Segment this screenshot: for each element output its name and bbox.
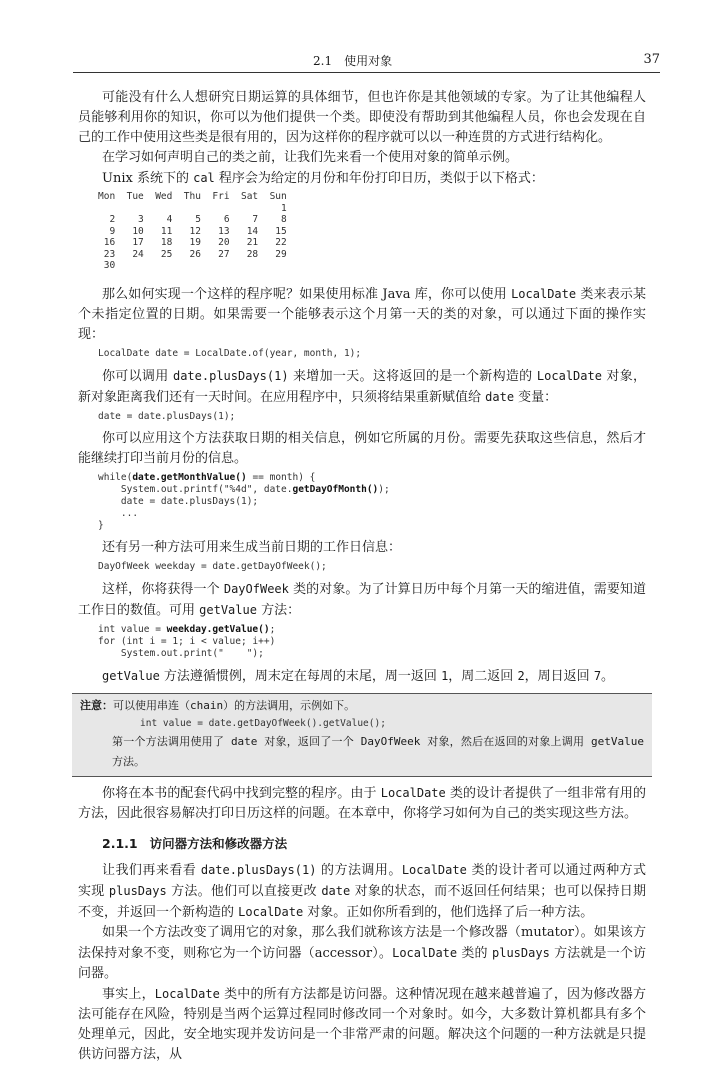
code-block: date = date.plusDays(1); xyxy=(98,410,236,422)
paragraph: 事实上，LocalDate 类中的所有方法都是访问器。这种情况现在越来越普遍了，因为修改器方法可能存在风险，特别是当两个运算过程同时修改同一个对象时。如今，大多数计算机都具有多个处理单元，因此，安全地实现并发访问是一个非常严肃的问题。解决这个问题的一种方法就是只提供访问器方法，从 xyxy=(78,986,646,1062)
code-block: while(date.getMonthValue() == month) { System.out.printf("%4d", date.getDayOfMonth()); date = date.plusDays(1); ... } xyxy=(98,471,390,531)
note-label: 注意： xyxy=(80,698,113,712)
note-box xyxy=(72,693,652,777)
note-line: 注意：可以使用串连（chain）的方法调用，示例如下。 xyxy=(80,698,356,712)
paragraph: getValue 方法遵循惯例，周末定在每周的末尾，周一返回 1，周二返回 2，周日返回 7。 xyxy=(102,668,615,684)
note-paragraph: 第一个方法调用使用了 date 对象，返回了一个 DayOfWeek 对象，然后在返回的对象上调用 getValue 方法。 xyxy=(112,734,644,768)
note-code: int value = date.getDayOfWeek().getValue(); xyxy=(140,717,386,729)
code-block: int value = weekday.getValue(); for (int i = 1; i < value; i++) System.out.print(" "); xyxy=(98,623,276,659)
code-block: LocalDate date = LocalDate.of(year, month, 1); xyxy=(98,347,362,359)
page-body xyxy=(78,88,646,1065)
paragraph: Unix 系统下的 cal 程序会为给定的月份和年份打印日历，类似于以下格式： xyxy=(102,171,544,186)
running-header xyxy=(73,52,660,73)
paragraph: 可能没有什么人想研究日期运算的具体细节，但也许你是其他领域的专家。为了让其他编程人员能够利用你的知识，你可以为他们提供一个类。即使没有帮助到其他编程人员，你也会发现在自己的工作中使用这些类是很有用的，因为这样你的程序就可以以一种连贯的方式进行结构化。 xyxy=(78,90,646,145)
paragraph: 在学习如何声明自己的类之前，让我们先来看一个使用对象的简单示例。 xyxy=(102,150,519,165)
paragraph: 你将在本书的配套代码中找到完整的程序。由于 LocalDate 类的设计者提供了一组非常有用的方法，因此很容易解决打印日历这样的问题。在本章中，你将学习如何为自己的类实现这些方法。 xyxy=(78,785,646,821)
code-block: DayOfWeek weekday = date.getDayOfWeek(); xyxy=(98,560,327,572)
calendar-output: Mon Tue Wed Thu Fri Sat Sun 1 2 3 4 5 6 7 8 9 10 11 12 13 14 15 16 17 18 19 20 21 22 23 24 25 26 27 28 29 30 xyxy=(98,191,287,271)
section-header: 2.1 使用对象 xyxy=(313,54,393,68)
paragraph: 让我们再来看看 date.plusDays(1) 的方法调用。LocalDate 类的设计者可以通过两种方式实现 plusDays 方法。他们可以直接更改 date 对象的状态，而不返回任何结果；也可以保持日期不变，并返回一个新构造的 LocalDate 对象。正如你所看到的，他们选择了后一种方法。 xyxy=(78,862,646,920)
paragraph: 你可以调用 date.plusDays(1) 来增加一天。这将返回的是一个新构造的 LocalDate 对象，新对象距离我们还有一天时间。在应用程序中，只须将结果重新赋值给 date 变量： xyxy=(78,368,646,405)
paragraph: 如果一个方法改变了调用它的对象，那么我们就称该方法是一个修改器（mutator）。如果该方法保持对象不变，则称它为一个访问器（accessor）。LocalDate 类的 plusDays 方法就是一个访问器。 xyxy=(78,924,646,981)
paragraph: 还有另一种方法可用来生成当前日期的工作日信息： xyxy=(102,539,402,555)
paragraph: 你可以应用这个方法获取日期的相关信息，例如它所属的月份。需要先获取这些信息，然后才能继续打印当前月份的信息。 xyxy=(78,430,646,466)
page-number: 37 xyxy=(643,52,660,67)
paragraph: 那么如何实现一个这样的程序呢？如果使用标准 Java 库，你可以使用 LocalDate 类来表示某个未指定位置的日期。如果需要一个能够表示这个月第一天的类的对象，可以通过下面的操作实现： xyxy=(78,286,646,342)
paragraph: 这样，你将获得一个 DayOfWeek 类的对象。为了计算日历中每个月第一天的缩进值，需要知道工作日的数值。可用 getValue 方法： xyxy=(78,581,646,618)
section-heading: 2.1.1 访问器方法和修改器方法 xyxy=(102,835,288,851)
